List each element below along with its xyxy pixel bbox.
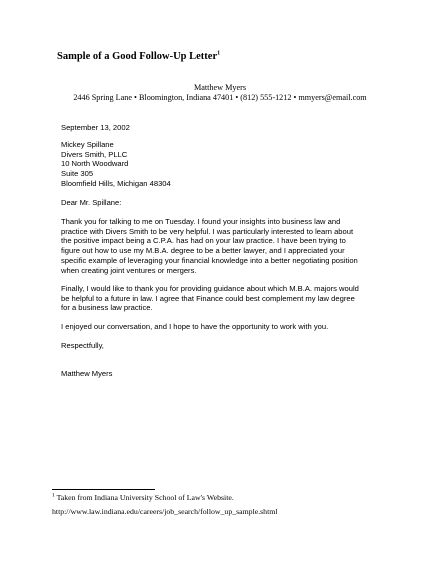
paragraph-line: for a business law practice.	[61, 303, 153, 313]
sender-address: 2446 Spring Lane • Bloomington, Indiana 47401 • (812) 555-1212 • mmyers@email.com	[73, 93, 367, 102]
recipient-name: Mickey Spillane	[61, 140, 114, 149]
letter-title	[57, 51, 220, 62]
recipient-city: Bloomfield Hills, Michigan 48304	[61, 178, 171, 188]
paragraph-line: figure out how to use my M.B.A. degree to be a better lawyer, and I appreciated your	[61, 246, 345, 256]
closing: Respectfully,	[61, 341, 104, 350]
salutation: Dear Mr. Spillane:	[61, 198, 122, 207]
title-text: Sample of a Good Follow-Up Letter	[57, 51, 218, 62]
paragraph-line: Finally, I would like to thank you for providing guidance about which M.B.A. majors would	[61, 284, 359, 293]
footnote-url: http://www.law.indiana.edu/careers/job_search/follow_up_sample.shtml	[52, 507, 278, 516]
paragraph-line: the positive impact being a C.P.A. has had on your law practice. I have been trying to	[61, 236, 346, 246]
letter-date: September 13, 2002	[61, 123, 130, 132]
body-paragraph-2	[61, 284, 391, 313]
paragraph-line: when creating joint ventures or mergers.	[61, 265, 197, 275]
paragraph-line: specific example of leveraging your financial knowledge into a better negotiating position	[61, 255, 358, 265]
recipient-suite: Suite 305	[61, 169, 94, 179]
sender-name: Matthew Myers	[193, 83, 247, 92]
title-footnote-marker: 1	[217, 50, 221, 57]
signature-name: Matthew Myers	[61, 369, 113, 378]
paragraph-line: I enjoyed our conversation, and I hope to have the opportunity to work with you.	[61, 322, 329, 331]
paragraph-line: be helpful to a future in law. I agree that Finance could best complement my law degree	[61, 293, 355, 303]
body-paragraph-3	[61, 322, 391, 332]
recipient-company: Divers Smith, PLLC	[61, 149, 128, 159]
paragraph-line: Thank you for talking to me on Tuesday. I found your insights into business law and	[61, 217, 341, 226]
paragraph-line: practice with Divers Smith to be very helpful. I was particularly interested to learn about	[61, 226, 354, 236]
recipient-street: 10 North Woodward	[61, 159, 129, 169]
body-paragraph-1	[61, 217, 391, 275]
recipient-block	[61, 140, 391, 189]
footnote-marker: 1	[52, 492, 55, 499]
footnote-source	[52, 493, 234, 502]
footnote-text: Taken from Indiana University School of Law's Website.	[56, 493, 234, 502]
footnote-divider	[52, 489, 155, 490]
